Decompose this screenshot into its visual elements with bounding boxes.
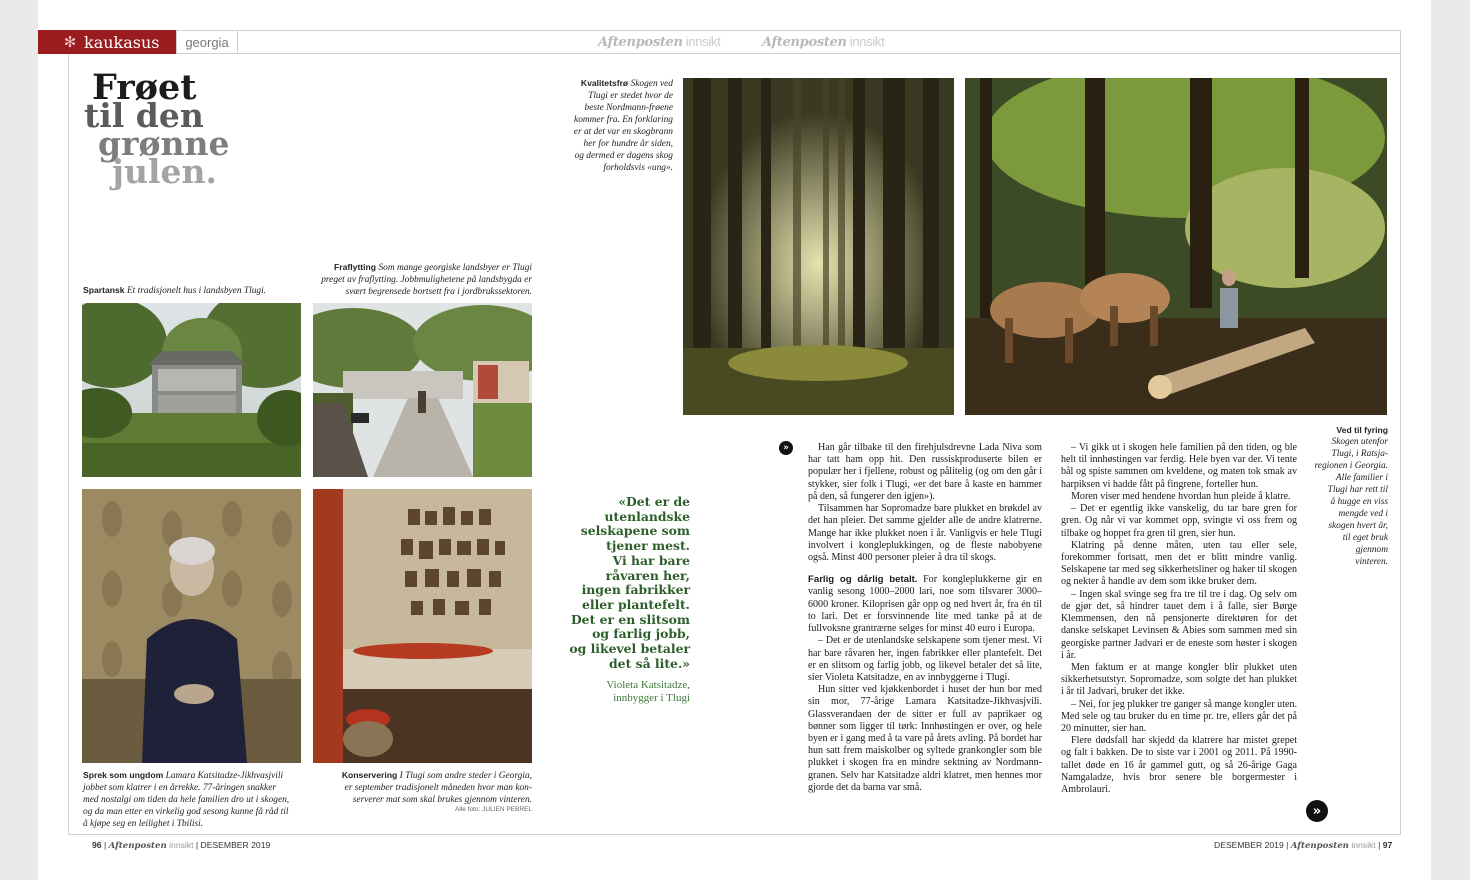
folio-brand: Aftenposten: [108, 841, 167, 851]
caption-text: og da man etter en virkelig god sesong kunne få råd til: [83, 807, 289, 817]
page-number: 96: [92, 840, 102, 850]
title-line-1: Frøet: [92, 67, 197, 108]
folio-brand-suffix: innsikt: [169, 840, 194, 850]
caption-text: regionen i Georgia.: [1314, 461, 1388, 471]
title-line-4: julen.: [112, 152, 217, 191]
caption-text: til eget bruk: [1342, 533, 1388, 543]
caption-text: svært begrensede bortsett fra i jordbrukssektoren.: [345, 287, 532, 297]
body-column-1: [808, 442, 1042, 794]
quote-line: tjener mest.: [606, 538, 690, 554]
masthead-brand: Aftenposten: [762, 35, 847, 50]
caption-text: mengde ved i: [1338, 509, 1388, 519]
photo-oxen-logging: [965, 78, 1387, 415]
title-line-3: grønne: [98, 124, 230, 163]
caption-kvalitetsfro: [560, 78, 673, 174]
folio-right: DESEMBER 2019 | Aftenposten innsikt | 97: [1214, 840, 1393, 851]
quote-line: ingen fabrikker: [581, 582, 690, 598]
caption-text: Et tradisjonelt hus i landsbyen Tlugi.: [126, 286, 267, 296]
caption-label: Sprek som ungdom: [83, 770, 164, 780]
section-label: kaukasus: [84, 32, 160, 52]
quote-line: «Det er de: [618, 494, 690, 509]
body-paragraph: – Det er de utenlandske selskapene som tjener mest. Vi har bare råvaren her, ingen fabrikker eller plantefelt. Det er en slitsom og farlig jobb, og likevel betaler det så lite, sier Violeta Katsitadze, en av innbyggerne i Tlugi.: [808, 635, 1042, 683]
photo-traditional-house: [82, 303, 301, 477]
caption-text: å hugge en viss: [1330, 497, 1388, 507]
pull-quote-attribution: [566, 679, 690, 705]
quote-line: selskapene som: [580, 523, 690, 539]
body-paragraph-subhead: [808, 574, 1042, 635]
body-paragraph: Han går tilbake til den firehjulsdrevne Lada Niva som har tatt ham opp hit. Den russiskproduserte bilen er populær her i fjellene, robust og pålitelig (og om den går i stykker, sier folk i Tlugi, «er det bare å kaste en hammer på den, så fungerer den igjen»).: [808, 442, 1042, 502]
folio-brand: Aftenposten: [1290, 841, 1349, 851]
caption-text: med nostalgi om tiden da hele familien dro ut i skogen,: [83, 795, 290, 805]
photo-forest: [683, 78, 954, 415]
folio-date: DESEMBER 2019: [1214, 840, 1284, 850]
top-rule-right: [1400, 30, 1401, 54]
quote-line: Det er en slitsom: [570, 611, 690, 627]
masthead-right: [762, 34, 884, 50]
caption-text: forholdsvis «ung».: [603, 163, 673, 173]
caption-text: Skogen utenfor: [1331, 437, 1388, 447]
caption-fraflytting: [300, 262, 532, 298]
body-subheading: Farlig og dårlig betalt.: [808, 574, 918, 586]
body-text: For kongleplukkerne gir en vanlig sesong 1000–2000 lari, noe som tilsvarer 3000–6000 kroner. Kiloprisen går opp og ned hvert år, fra én til to lari. Det er forsvinnende lite med tanke på at de fullvoksne grantrærne selges for minst 40 euro i Europa.: [808, 574, 1043, 635]
caption-text: Lamara Katsitadze-Jikhvasjvili: [165, 771, 284, 781]
quote-attribution-name: Violeta Katsitadze,: [606, 679, 690, 691]
article-title: [84, 67, 284, 191]
caption-konservering: [313, 770, 532, 806]
continue-arrow-icon: »: [779, 441, 793, 455]
caption-text: å kjøpe seg en leilighet i Tbilisi.: [83, 819, 204, 829]
caption-text: preget av fraflytting. Jobbmulighetene på landsbygda er: [321, 275, 532, 285]
caption-text: jobbet som klatrer i en årrekke. 77-åringen snakker: [83, 783, 277, 793]
caption-label: Kvalitetsfrø: [580, 78, 629, 88]
caption-text: Tlugi, i Ratsja-: [1331, 449, 1388, 459]
caption-text: er at det var en skogbrann: [573, 127, 673, 137]
quote-line: Vi har bare: [612, 552, 690, 568]
caption-text: skogen hvert år,: [1328, 521, 1388, 531]
top-rule: [238, 30, 1401, 31]
caption-text: Som mange georgiske landsbyer er Tlugi: [378, 263, 532, 273]
continue-arrow-icon-end: »: [1306, 800, 1328, 822]
quote-line: og farlig jobb,: [592, 626, 690, 642]
caption-ved-til-fyring: [1300, 425, 1388, 568]
pull-quote: [566, 495, 690, 671]
caption-text: Skogen ved: [630, 79, 673, 89]
subsection-tag: georgia: [176, 30, 238, 54]
body-paragraph: – Nei, for jeg plukker tre ganger så mange kongler uten. Med sele og tau bruker du en time pr. tre, ellers går det på 20 minutter, sier han.: [1061, 698, 1297, 735]
quote-line: det så lite.»: [609, 655, 690, 671]
caption-label: Spartansk: [83, 285, 125, 295]
body-paragraph: – Vi gikk ut i skogen hele familien på den tiden, og ble helt til innhøstingen var ferdig. Hele byen var der. Vi tente bål og spiste sammen om kveldene, og maten tok smak av harpiksen vi hadde fått på fingrene, forteller hun.: [1061, 442, 1297, 490]
quote-line: utenlandske: [604, 508, 690, 524]
quote-line: råvaren her,: [605, 567, 690, 583]
caption-text: Tlugi har rett til: [1327, 485, 1388, 495]
caption-text: og dermed er dagens skog: [574, 151, 673, 161]
caption-spartansk: [83, 285, 298, 297]
body-paragraph: – Ingen skal svinge seg fra tre til tre i dag. Og selv om de gjør det, så hindrer tauet dem i å falle, sier Børge Klemmensen, den nå pensjonerte direktøren for det danske selskapet Levinsen & Abies som sammen med sin georgiske partner Jadvari er de eneste som høster i skogen i år.: [1061, 588, 1297, 661]
photo-lamara-portrait: [82, 489, 301, 763]
quote-attribution-role: innbygger i Tlugi: [613, 692, 690, 704]
body-paragraph: Tilsammen har Sopromadze bare plukket en brøkdel av det han pleier. Det samme gjelder alle de andre klatrerne. Mange har ikke plukket noen i år. Vanligvis er hele Tlugi involvert i kongleplukkingen, og de fleste nabobyene også. Minst 400 personer pleier å dra til skogs.: [808, 503, 1042, 563]
caption-sprek: [83, 770, 308, 830]
photo-credit: Alle foto: JULIEN PEBREL: [455, 806, 532, 813]
folio-brand-suffix: innsikt: [1351, 840, 1376, 850]
masthead-brand: Aftenposten: [598, 35, 683, 50]
body-paragraph: – Det er egentlig ikke vanskelig, du tar bare gren for gren. Og når vi var kommet opp, svingte vi oss frem og tilbake og hoppet fra gren til gren, sier hun.: [1061, 503, 1297, 539]
section-tag: [38, 30, 176, 54]
caption-text: Tlugi er stedet hvor de: [588, 91, 673, 101]
body-paragraph: Moren viser med hendene hvordan hun pleide å klatre.: [1071, 490, 1291, 502]
caption-text: gjennom: [1355, 545, 1388, 555]
body-paragraph: Flere dødsfall har skjedd da klatrere har mistet grepet og falt i bakken. De to siste var i 2001 og 2011. På 1990-tallet døde en 16 år gammel gutt, og så 26-årige Gaga Namgaladze, hvis bror senere ble borgermester i Ambrolauri.: [1061, 735, 1297, 796]
body-paragraph: Klatring på denne måten, uten tau eller sele, forekommer fortsatt, men det er blitt mindre vanlig. Selskapene tar med seg sikkerhetsliner og haker til skogen og nekter å handle av dem som ikke bruker dem.: [1061, 539, 1297, 588]
caption-text: kommer fra. En forklaring: [574, 115, 673, 125]
caption-label: Fraflytting: [334, 262, 377, 272]
masthead-left: [598, 34, 720, 50]
caption-label: Konservering: [341, 770, 398, 780]
masthead-brand-suffix: innsikt: [849, 34, 885, 49]
asterisk-icon: ✻: [63, 33, 77, 51]
folio-date: DESEMBER 2019: [200, 840, 271, 850]
caption-text: serverer mat som skal brukes gjennom vinteren.: [352, 795, 532, 805]
masthead-brand-suffix: innsikt: [685, 34, 721, 49]
caption-label: Ved til fyring: [1336, 425, 1388, 435]
folio-left: 96 | Aftenposten innsikt | DESEMBER 2019: [92, 840, 271, 851]
photo-village-road: [313, 303, 532, 477]
title-line-2: til den: [84, 96, 204, 135]
caption-text: I Tlugi som andre steder i Georgia,: [399, 771, 532, 781]
caption-text: vinteren.: [1355, 557, 1388, 567]
body-column-2: [1061, 442, 1297, 796]
body-paragraph: Hun sitter ved kjøkkenbordet i huset der hun bor med sin mor, 77-årige Lamara Katsitadze-Jikhvasjvili. Glassverandaen der de sitter er full av paprikaer og bønner som ligger til tørk: Innhøstingen er over, og hele byen er i gang med å ta vare på årets avling. På bordet har hun satt frem maiskolber og syltede grankongler som ble plukket i skogen fra en mindre sektning av Nordmann-granen. Selv har Katsitadze aldri klatret, men hennes mor gjorde det da barna var små.: [808, 684, 1042, 793]
caption-text: beste Nordmann-frøene: [584, 103, 673, 113]
quote-line: og likevel betaler: [569, 641, 690, 657]
body-paragraph: Men faktum er at mange kongler blir plukket uten sikkerhetsutstyr. Sopromadze, som solgte det han plukket i år til Jadvari, bruker det ikke.: [1061, 661, 1297, 698]
caption-text: Alle familier i: [1335, 473, 1388, 483]
caption-text: er september tradisjonelt måneden hvor man kon-: [344, 783, 532, 793]
photo-conservation-room: [313, 489, 532, 763]
quote-line: eller plantefelt.: [582, 596, 690, 612]
caption-text: her for hundre år siden,: [583, 139, 673, 149]
page-number: 97: [1382, 840, 1393, 850]
